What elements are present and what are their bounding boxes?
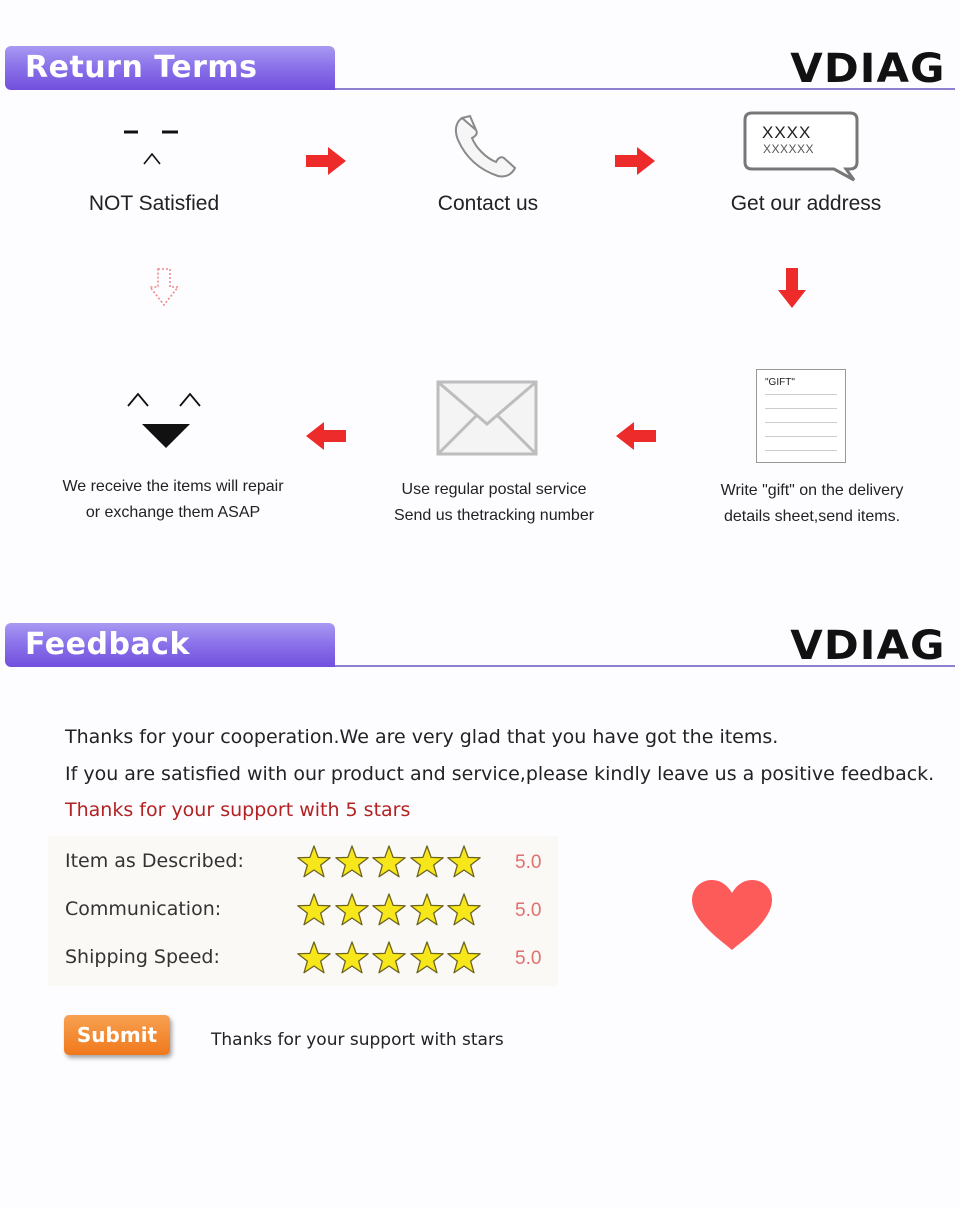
happy-face-icon <box>124 386 208 450</box>
feedback-header <box>0 623 960 673</box>
step-receive-items <box>40 474 306 526</box>
step-get-address: Get our address <box>730 192 882 215</box>
return-terms-header <box>0 46 960 96</box>
rating-score-shipping-speed: 5.0 <box>515 948 542 969</box>
star-icon[interactable] <box>446 844 482 880</box>
bubble-text-2: XXXXXX <box>763 142 815 156</box>
star-rating-item-described[interactable] <box>296 844 486 880</box>
star-icon[interactable] <box>409 940 445 976</box>
postal-line-2: Send us thetracking number <box>393 507 595 524</box>
step-postal-service <box>364 477 624 529</box>
receive-line-2: or exchange them ASAP <box>85 504 261 521</box>
rating-score-item-described: 5.0 <box>515 852 542 873</box>
heart-icon <box>690 878 774 952</box>
arrow-left-icon <box>616 422 656 450</box>
delivery-sheet-icon <box>756 369 846 463</box>
return-terms-title: Return Terms <box>25 50 258 85</box>
star-icon[interactable] <box>409 892 445 928</box>
step-contact-us: Contact us <box>437 192 539 215</box>
star-icon[interactable] <box>296 892 332 928</box>
rating-score-communication: 5.0 <box>515 900 542 921</box>
address-bubble-icon <box>742 110 862 184</box>
bubble-text-1: XXXX <box>762 123 812 142</box>
feedback-request-text: If you are satisfied with our product and service,please kindly leave us a positive feedback. <box>65 763 935 785</box>
step-write-gift <box>692 478 932 530</box>
submit-note: Thanks for your support with stars <box>211 1030 504 1050</box>
brand-logo: VDIAG <box>790 46 946 92</box>
envelope-icon <box>436 380 538 456</box>
star-icon[interactable] <box>334 844 370 880</box>
star-icon[interactable] <box>371 892 407 928</box>
star-icon[interactable] <box>409 844 445 880</box>
write-gift-line-2: details sheet,send items. <box>723 508 901 525</box>
star-icon[interactable] <box>334 892 370 928</box>
star-icon[interactable] <box>371 844 407 880</box>
feedback-tab <box>5 623 335 667</box>
star-icon[interactable] <box>371 940 407 976</box>
gift-sheet-label: "GIFT" <box>765 377 795 388</box>
unhappy-face-icon <box>120 126 184 170</box>
star-rating-shipping-speed[interactable] <box>296 940 486 976</box>
feedback-stars-text: Thanks for your support with 5 stars <box>65 799 411 821</box>
step-not-satisfied: NOT Satisfied <box>88 192 220 215</box>
rating-label-item-described: Item as Described: <box>65 850 244 872</box>
star-icon[interactable] <box>446 940 482 976</box>
dotted-arrow-down-icon <box>148 267 180 307</box>
star-icon[interactable] <box>334 940 370 976</box>
star-icon[interactable] <box>446 892 482 928</box>
rating-label-communication: Communication: <box>65 898 222 920</box>
arrow-down-icon <box>778 268 806 308</box>
feedback-thanks-text: Thanks for your cooperation.We are very glad that you have got the items. <box>65 726 779 748</box>
feedback-title: Feedback <box>25 627 190 662</box>
phone-icon <box>452 114 518 178</box>
star-icon[interactable] <box>296 844 332 880</box>
brand-logo: VDIAG <box>790 623 946 669</box>
write-gift-line-1: Write "gift" on the delivery <box>720 482 904 499</box>
postal-line-1: Use regular postal service <box>401 481 587 498</box>
receive-line-1: We receive the items will repair <box>62 478 284 495</box>
arrow-left-icon <box>306 422 346 450</box>
arrow-right-icon <box>306 147 346 175</box>
star-icon[interactable] <box>296 940 332 976</box>
star-rating-communication[interactable] <box>296 892 486 928</box>
arrow-right-icon <box>615 147 655 175</box>
return-terms-tab <box>5 46 335 90</box>
submit-button[interactable]: Submit <box>64 1015 170 1055</box>
rating-label-shipping-speed: Shipping Speed: <box>65 946 220 968</box>
